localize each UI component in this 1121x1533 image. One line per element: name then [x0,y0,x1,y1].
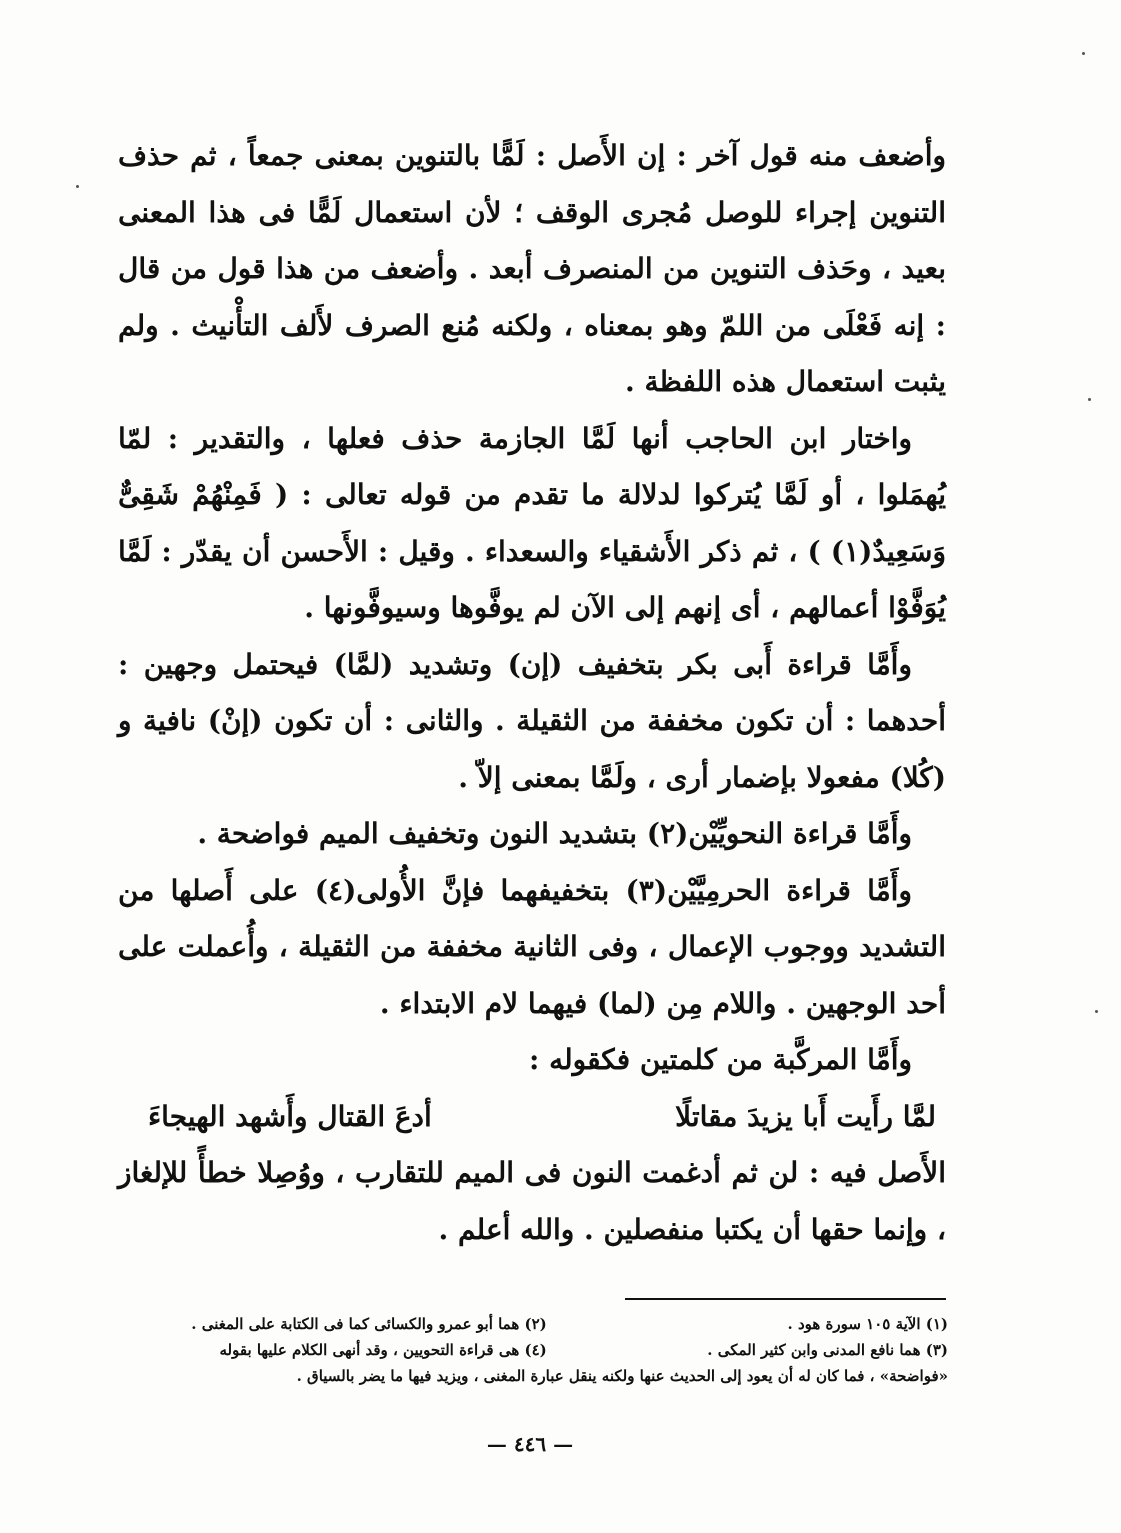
scan-speck [1088,398,1091,401]
verse-first-hemistich: لمَّا رأَيت أَبا يزيدَ مقاتلًا [675,1099,936,1133]
scan-speck [1082,52,1085,55]
footnote-3: (٣) هما نافع المدنى وابن كثير المكى . [707,1341,948,1359]
verse-second-hemistich: أدعَ القتال وأَشهد الهيجاءَ [148,1099,432,1133]
paragraph-3: وأَمَّا قراءة أَبى بكر بتخفيف (إن) وتشديد (لمَّا) فيحتمل وجهين : أحدهما : أن تكون مخففة من الثقيلة . والثانى : أن تكون (إنْ) نافية و (كُلا) مفعولا بإضمار أرى ، ولَمَّا بمعنى إلاّ . [118,647,946,794]
footnote-4-continued: «فواضحة» ، فما كان له أن يعود إلى الحديث عنها ولكنه ينقل عبارة المغنى ، ويزيد فيها ما يضر بالسياق . [296,1367,948,1385]
paragraph-1: وأضعف منه قول آخر : إن الأَصل : لَمًّا بالتنوين بمعنى جمعاً ، ثم حذف التنوين إجراء للوصل مُجرى الوقف ؛ لأن استعمال لَمًّا فى هذا المعنى بعيد ، وحَذف التنوين من المنصرف أبعد . وأضعف من هذا قول من قال : إنه فَعْلَى من اللمّ وهو بمعناه ، ولكنه مُنع الصرف لأَلف التأْنيث . ولم يثبت استعمال هذه اللفظة . [118,139,946,398]
footnote-row [112,1337,948,1363]
main-text [118,128,946,1258]
footnote-1: (١) الآية ١٠٥ سورة هود . [787,1315,948,1333]
paragraph-after-verse: الأَصل فيه : لن ثم أدغمت النون فى الميم للتقارب ، ووُصِلا خطأً للإلغاز ، وإنما حقها أن يكتبا منفصلين . والله أعلم . [118,1156,946,1246]
footnotes [112,1311,948,1389]
paragraph-6: وأَمَّا المركَّبة من كلمتين فكقوله : [529,1043,912,1076]
paragraph-4: وأَمَّا قراءة النحويِّيْن(٢) بتشديد النون وتخفيف الميم فواضحة . [197,817,912,850]
paragraph-2: واختار ابن الحاجب أنها لَمَّا الجازمة حذف فعلها ، والتقدير : لمّا يُهمَلوا ، أو لَمَّا يُتركوا لدلالة ما تقدم من قوله تعالى : ( فَمِنْهُمْ شَقِىٌّ وَسَعِيدٌ(١) ) ، ثم ذكر الأَشقياء والسعداء . وقيل : الأَحسن أن يقدّر : لَمَّا يُوَفَّوْا أعمالهم ، أى إنهم إلى الآن لم يوفَّوها وسيوفَّونها . [118,421,946,624]
footnote-divider [625,1298,946,1300]
paragraph-5: وأَمَّا قراءة الحرمِيَّيْن(٣) بتخفيفهما فإنَّ الأُولى(٤) على أَصلها من التشديد ووجوب الإعمال ، وفى الثانية مخففة من الثقيلة ، وأُعملت على أحد الوجهين . واللام مِن (لما) فيهما لام الابتداء . [118,873,946,1020]
footnote-row [112,1311,948,1337]
scan-speck [76,185,79,188]
footnote-2: (٢) هما أبو عمرو والكسائى كما فى الكتابة على المغنى . [191,1315,547,1333]
poetry-verse [118,1089,946,1146]
scan-speck [1095,1010,1098,1013]
footnote-4: (٤) هى قراءة التحويين ، وقد أنهى الكلام عليها بقوله [219,1341,547,1359]
page-number: — ٤٤٦ — [486,1432,574,1456]
